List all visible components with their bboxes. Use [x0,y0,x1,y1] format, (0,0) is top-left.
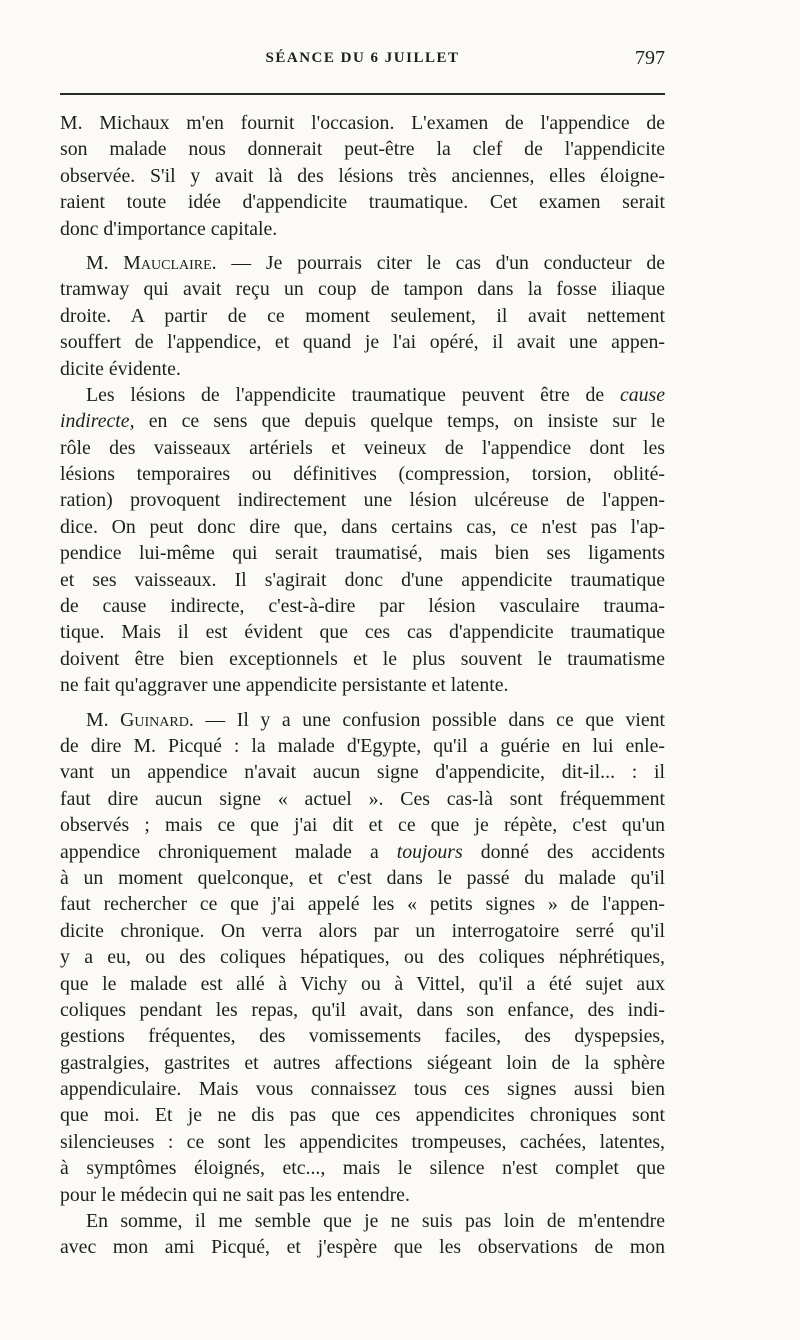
text-line [60,408,665,434]
paragraph-2 [60,250,665,382]
text-line: doivent être bien exceptionnels et le plus souvent le traumatisme [60,647,665,670]
text-line: dicite évidente. [60,357,181,380]
text-line: observée. S'il y avait là des lésions très anciennes, elles éloigne- [60,164,665,187]
text-line: son malade nous donnerait peut-être la clef de l'appendicite [60,138,665,161]
page-number: 797 [635,47,665,69]
text-line: faut dire aucun signe « actuel ». Ces cas-là sont fréquemment [60,787,665,810]
text-line: que le malade est allé à Vichy ou à Vittel, qu'il a été sujet aux [60,972,665,995]
text-line: avec mon ami Picqué, et j'espère que les observations de mon [60,1236,665,1259]
text-line: de dire M. Picqué : la malade d'Egypte, qu'il a guérie en lui enle- [60,734,665,757]
text-line: faut rechercher ce que j'ai appelé les « petits signes » de l'appen- [60,893,665,916]
text-line: raient toute idée d'appendicite traumatique. Cet examen serait [60,191,665,214]
header-rule [60,93,665,95]
text-line: silencieuses : ce sont les appendicites trompeuses, cachées, latentes, [60,1130,665,1153]
text-run: — Je pourrais citer le cas d'un conducteur de [216,251,665,274]
body-text [60,110,665,1261]
text-line: dicite chronique. On verra alors par un interrogatoire serré qu'il [60,919,665,942]
text-line: donc d'importance capitale. [60,217,278,240]
text-run: appendice chroniquement malade a [60,840,397,863]
text-line [60,382,665,408]
text-line: que moi. Et je ne dis pas que ces appendicites chroniques sont [60,1104,665,1127]
text-run: Les lésions de l'appendicite traumatique peuvent être de [86,383,620,406]
text-line: de cause indirecte, c'est-à-dire par lésion vasculaire trauma- [60,595,665,618]
text-line: M. Michaux m'en fournit l'occasion. L'examen de l'appendice de [60,112,665,134]
text-line [60,839,665,865]
text-line: ne fait qu'aggraver une appendicite persistante et latente. [60,674,509,697]
text-run: — Il y a une confusion possible dans ce que vient [193,708,666,731]
text-line [60,250,665,276]
text-line: gestions fréquentes, des vomissements faciles, des dyspepsies, [60,1025,665,1048]
paragraph-5 [60,1208,665,1261]
speaker-name: M. Guinard. [86,708,194,731]
text-line: pour le médecin qui ne sait pas les entendre. [60,1183,410,1206]
text-line: dice. On peut donc dire que, dans certains cas, ce n'est pas l'ap- [60,515,665,538]
speaker-name: M. Mauclaire. [86,251,217,274]
text-line: observés ; mais ce que j'ai dit et ce que je répète, c'est qu'un [60,814,665,837]
text-line: pendice lui-même qui serait traumatisé, mais bien ses ligaments [60,542,665,565]
text-line: tique. Mais il est évident que ces cas d'appendicite traumatique [60,621,665,644]
paragraph-3 [60,382,665,699]
paragraph-4 [60,707,665,1208]
italic-run: toujours [396,840,463,863]
text-line: et ses vaisseaux. Il s'agirait donc d'une appendicite traumatique [60,568,665,591]
text-run: donné des accidents [462,840,665,863]
text-line: lésions temporaires ou définitives (compression, torsion, oblité- [60,463,665,486]
running-header [60,47,665,76]
paragraph-1 [60,110,665,242]
text-line: rôle des vaisseaux artériels et veineux de l'appendice dont les [60,436,665,459]
text-run: en ce sens que depuis quelque temps, on insiste sur le [134,410,665,433]
text-line: En somme, il me semble que je ne suis pas loin de m'entendre [86,1210,665,1233]
running-title: SÉANCE DU 6 JUILLET [265,50,460,66]
text-line: vant un appendice n'avait aucun signe d'appendicite, dit-il... : il [60,761,665,784]
text-line: à symptômes éloignés, etc..., mais le silence n'est complet que [60,1157,665,1180]
text-line: coliques pendant les repas, qu'il avait, dans son enfance, des indi- [60,998,665,1021]
text-line: souffert de l'appendice, et quand je l'ai opéré, il avait une appen- [60,331,665,354]
text-line: tramway qui avait reçu un coup de tampon dans la fosse iliaque [60,278,665,301]
italic-run: cause [619,383,665,406]
text-line: droite. A partir de ce moment seulement, il avait nettement [60,304,665,327]
italic-run: indirecte, [60,410,135,433]
text-line: y a eu, ou des coliques hépatiques, ou des coliques néphrétiques, [60,946,665,969]
text-line [60,707,665,733]
text-line: gastralgies, gastrites et autres affections siégeant loin de la sphère [60,1051,665,1074]
text-line: appendiculaire. Mais vous connaissez tous ces signes aussi bien [60,1078,665,1101]
text-line: à un moment quelconque, et c'est dans le passé du malade qu'il [60,866,665,889]
text-line: ration) provoquent indirectement une lésion ulcéreuse de l'appen- [60,489,665,512]
